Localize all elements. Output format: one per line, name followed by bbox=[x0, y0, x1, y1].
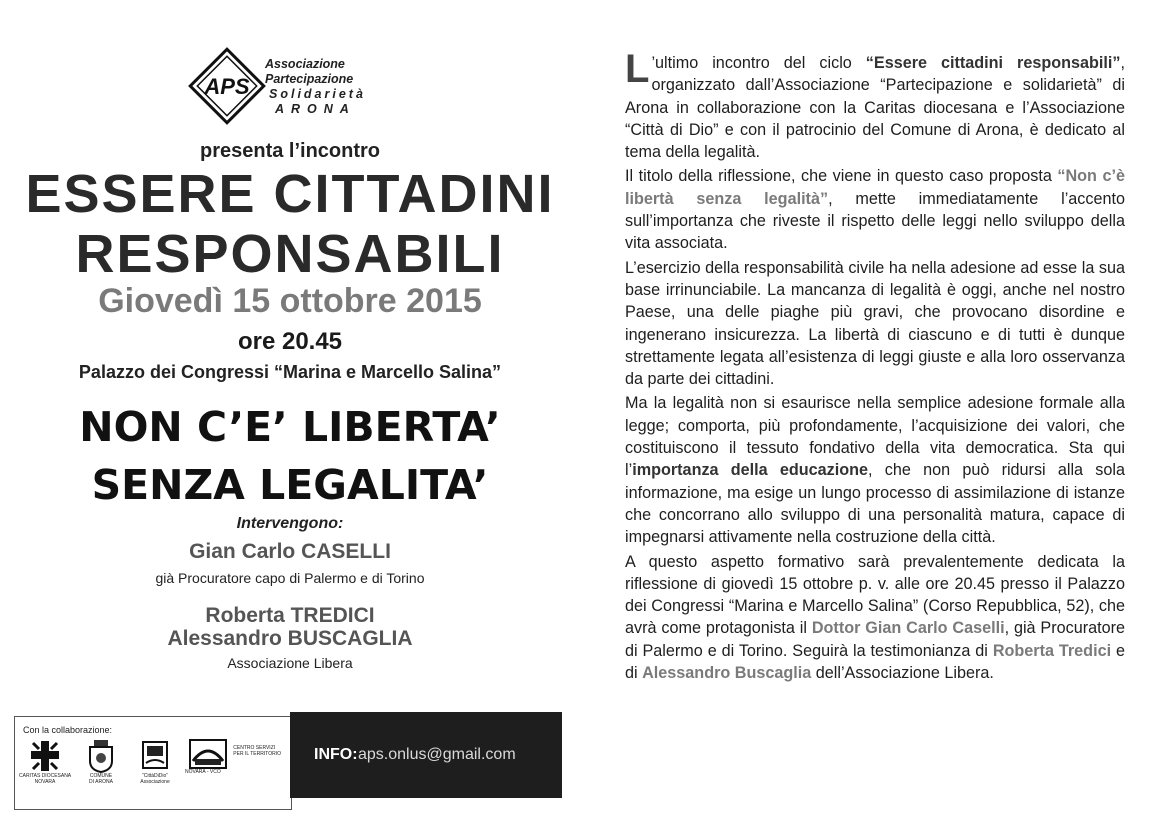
article-paragraph: Ma la legalità non si esaurisce nella semplice adesione formale alla legge; comporta, più profondamente, l’acquisizione dei valori, che costituiscono il tessuto fondativo della vita democratica. Sta qui l’importanza della educazione, che non può ridursi alla sola informazione, ma esige un lungo processo di assimilazione di istanze che concorrano allo sviluppo di una personalità matura, capace di impegnarsi attivamente nella costruzione della città. bbox=[625, 394, 1125, 547]
logo-line: Partecipazione bbox=[265, 72, 354, 86]
speaker-name: Alessandro BUSCAGLIA bbox=[167, 627, 413, 650]
sponsor-caption: NOVARA - VCO bbox=[185, 769, 221, 775]
logo-line: Associazione bbox=[265, 57, 345, 71]
logo-wordmark bbox=[265, 57, 366, 117]
event-poster bbox=[0, 0, 580, 827]
drop-cap: L bbox=[625, 47, 650, 91]
sponsor-caption: NOVARA bbox=[34, 779, 56, 785]
sponsor-caption: CENTRO SERVIZI bbox=[233, 745, 276, 751]
collaboration-panel bbox=[14, 716, 292, 810]
speakers-organization: Associazione Libera bbox=[227, 655, 353, 671]
article-paragraph: A questo aspetto formativo sarà prevalentemente dedicata la riflessione di giovedì 15 ottobre p. v. alle ore 20.45 presso il Palazzo dei Congressi “Marina e Marcello Salina” (Corso Repubblica, 52), che avrà come protagonista il Dottor Gian Carlo Caselli, già Procuratore di Palermo e di Torino. Seguirà la testimonianza di Roberta Tredici e di Alessandro Buscaglia dell’Associazione Libera. bbox=[625, 552, 1125, 683]
slogan-line1: NON C’E’ LIBERTA’ bbox=[79, 403, 501, 451]
event-place: Palazzo dei Congressi “Marina e Marcello Salina” bbox=[78, 362, 502, 382]
logo-line: ARONA bbox=[275, 102, 356, 116]
sponsor-caritas bbox=[19, 739, 71, 785]
intervengono-label: Intervengono: bbox=[236, 515, 344, 532]
comune-crest-icon bbox=[86, 739, 116, 773]
aps-logo-icon bbox=[187, 46, 267, 126]
info-panel bbox=[290, 712, 562, 798]
collaboration-label: Con la collaborazione: bbox=[23, 725, 113, 735]
event-title-line1: ESSERE CITTADINI bbox=[25, 164, 555, 224]
speaker-name: Gian Carlo CASELLI bbox=[189, 540, 391, 563]
info-label: INFO: bbox=[314, 746, 358, 763]
sponsor-caption: Associazione bbox=[140, 779, 170, 785]
sponsor-caption: COMUNE bbox=[89, 773, 113, 779]
sponsor-caption: CARITAS DIOCESANA bbox=[19, 773, 72, 779]
speaker-name: Roberta TREDICI bbox=[205, 604, 375, 627]
event-title-line2: RESPONSABILI bbox=[75, 224, 505, 284]
presenta-text: presenta l’incontro bbox=[199, 140, 381, 162]
sponsor-caption: PER IL TERRITORIO bbox=[233, 751, 281, 757]
sponsor-caption: DI ARONA bbox=[89, 779, 113, 785]
slogan-line2: SENZA LEGALITA’ bbox=[91, 461, 489, 509]
sponsor-citta-di-dio bbox=[129, 739, 181, 785]
event-time: ore 20.45 bbox=[237, 328, 343, 355]
centro-servizi-logo-icon bbox=[189, 739, 227, 769]
article-paragraph: L ’ultimo incontro del ciclo “Essere cittadini responsabili”, organizzato dall’Associazione “Partecipazione e solidarietà” di Arona in collaborazione con la Caritas diocesana e l’Associazione “Città di Dio” e con il patrocinio del Comune di Arona, è dedicato al tema della legalità. bbox=[625, 47, 1126, 162]
logo-initials: APS bbox=[204, 74, 250, 99]
sponsor-comune-arona bbox=[75, 739, 127, 785]
caritas-cross-icon bbox=[30, 739, 60, 773]
speaker-role: già Procuratore capo di Palermo e di Torino bbox=[155, 570, 425, 586]
article-paragraph: L’esercizio della responsabilità civile ha nella adesione ad esse la sua base irrinunciabile. La mancanza di legalità è oggi, anche nel nostro Paese, una delle piaghe più gravi, che provocano disordine e ingenerano insicurezza. La libertà di ciascuno e di tutti è dunque strettamente legata all’esistenza di leggi giuste e alla loro osservanza da parte dei cittadini. bbox=[625, 258, 1125, 389]
article-paragraph: Il titolo della riflessione, che viene in questo caso proposta “Non c’è libertà senza legalità”, mette immediatamente l’accento sull’importanza che riveste il rispetto delle leggi nello sviluppo della vita associata. bbox=[625, 167, 1126, 253]
event-date: Giovedì 15 ottobre 2015 bbox=[98, 282, 482, 320]
article-text bbox=[625, 47, 1126, 686]
sponsor-caption: “CittàDiDio” bbox=[142, 773, 168, 779]
info-email-link[interactable]: aps.onlus@gmail.com bbox=[358, 746, 516, 763]
sponsor-centro-servizi bbox=[185, 739, 281, 775]
logo-line: Solidarietà bbox=[269, 87, 366, 101]
citta-di-dio-logo-icon bbox=[140, 739, 170, 773]
